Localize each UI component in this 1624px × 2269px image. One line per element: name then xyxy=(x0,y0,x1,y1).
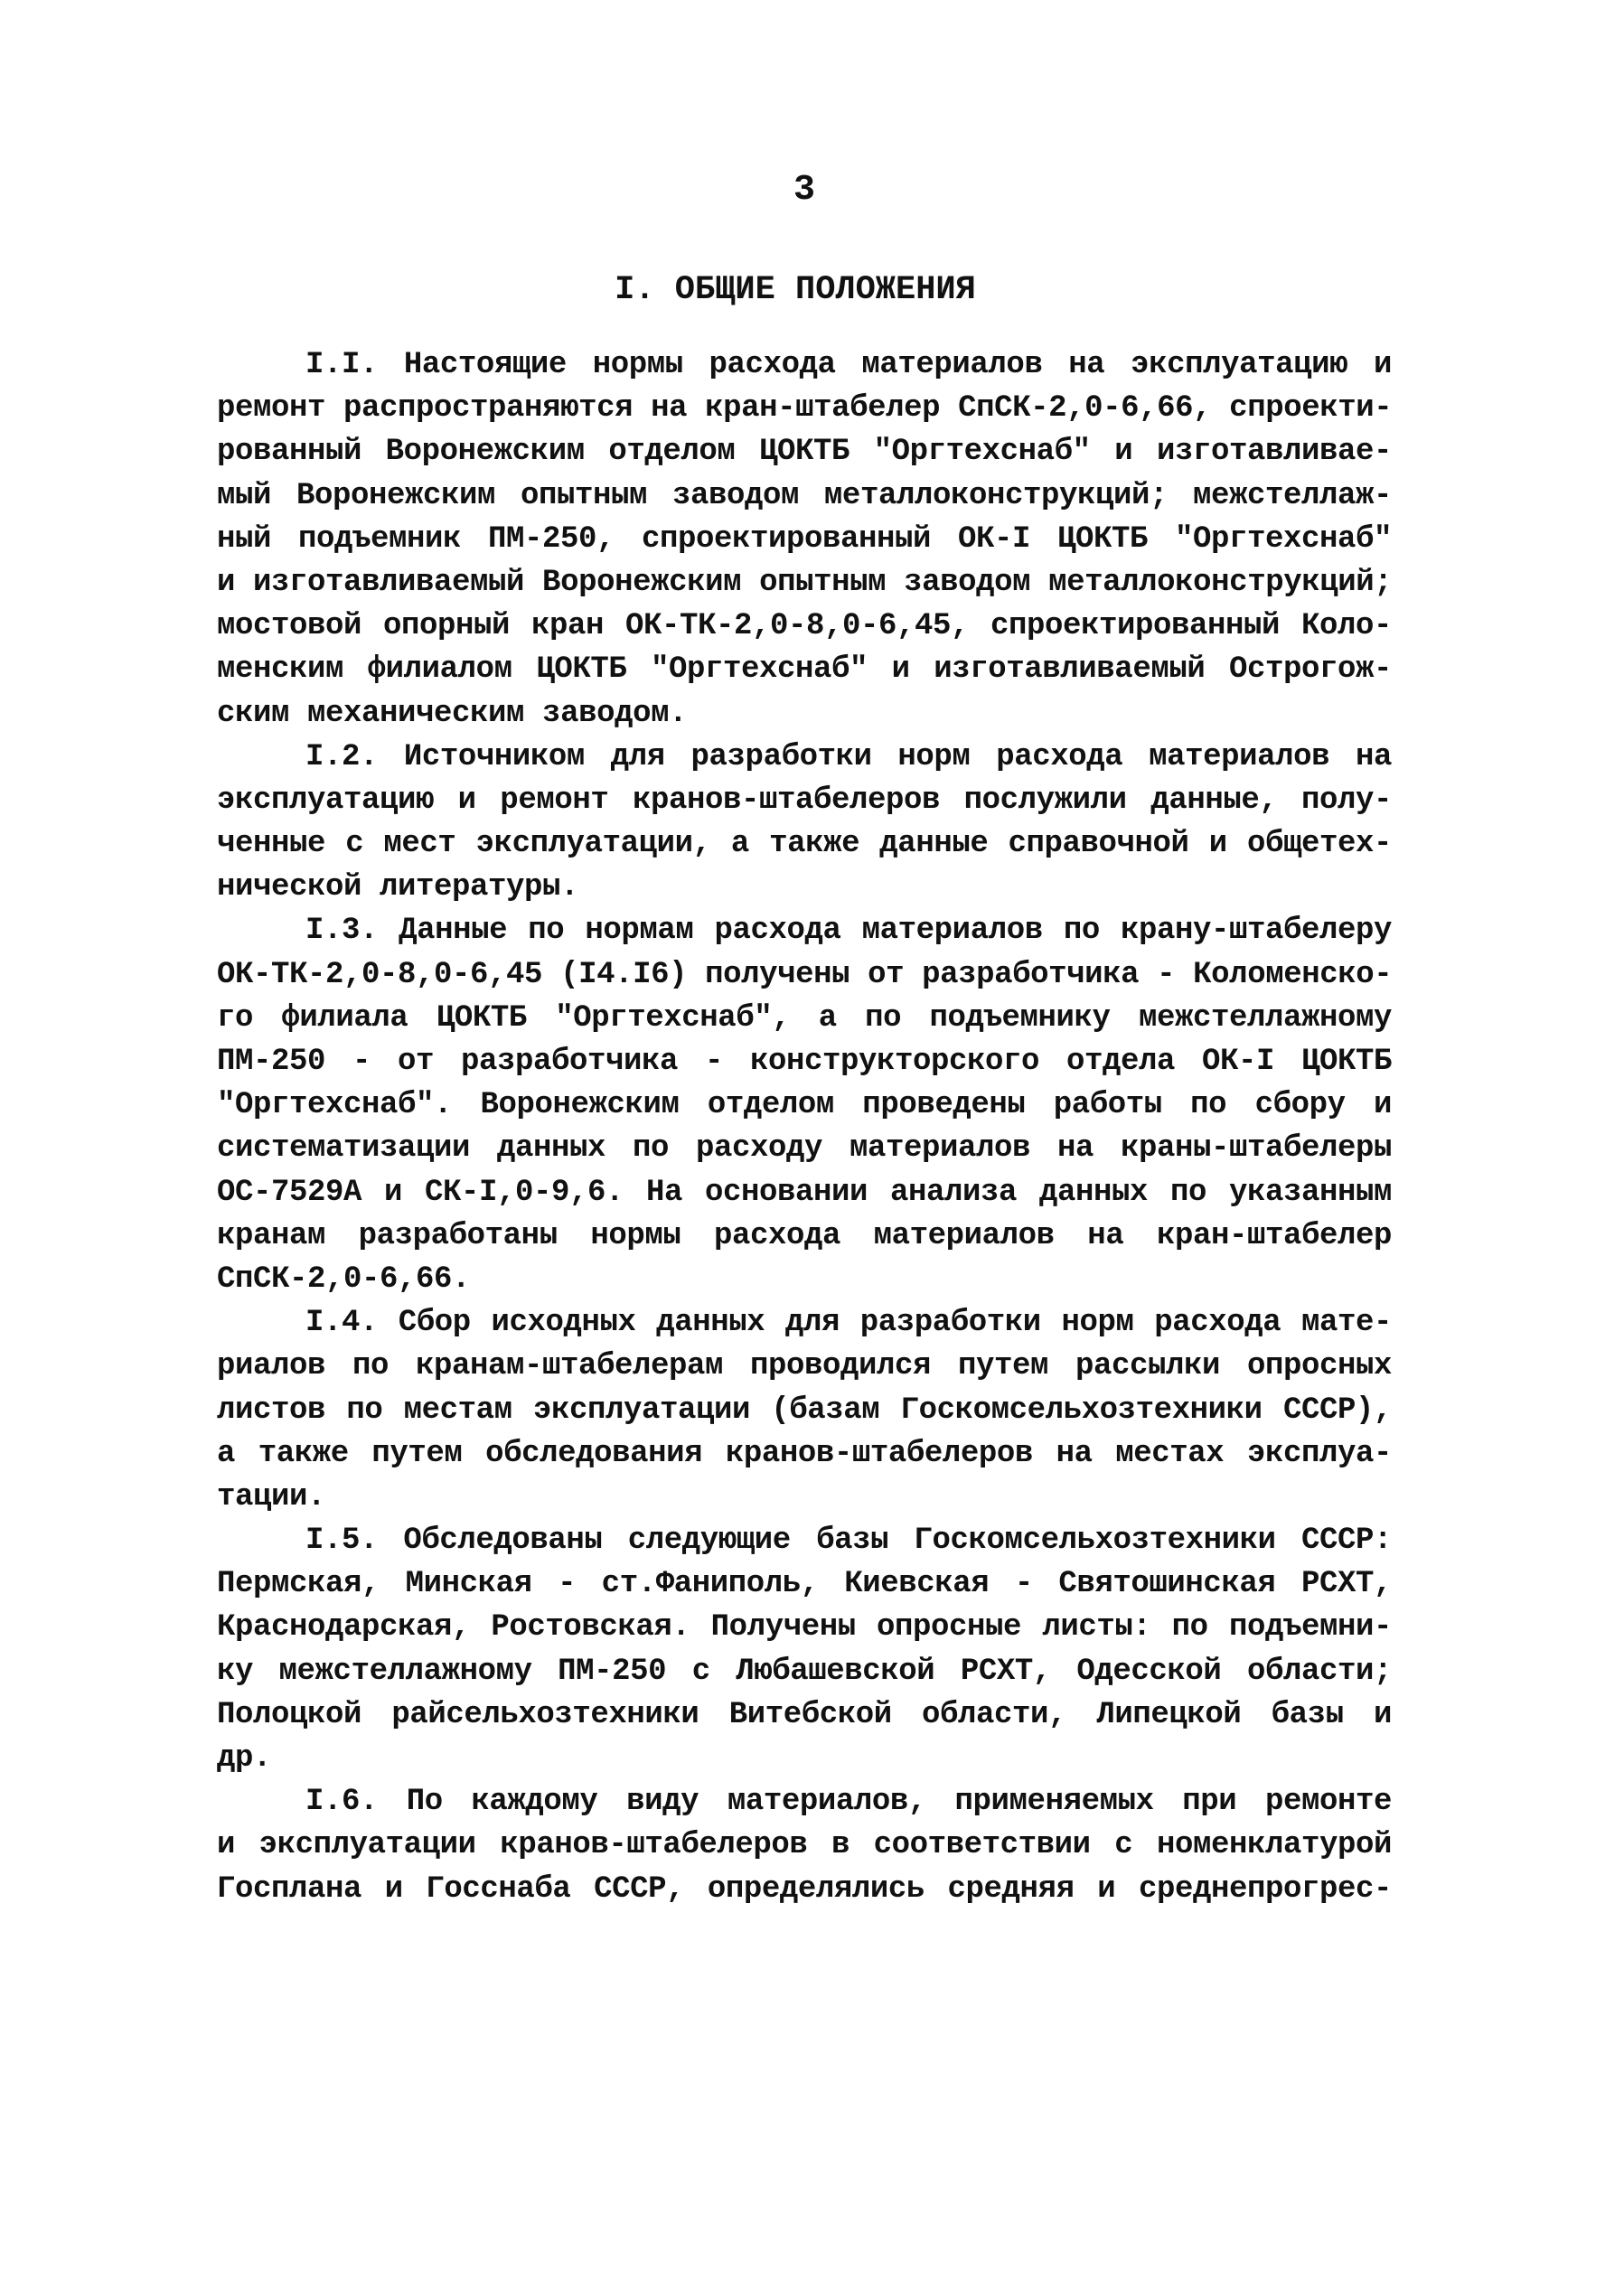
paragraph-1-5 xyxy=(217,1519,1392,1780)
paragraph-1-4 xyxy=(217,1301,1392,1519)
text-line: ку межстеллажному ПМ-250 с Любашевской РСХТ, Одесской области; xyxy=(217,1654,1392,1689)
text-line: др. xyxy=(217,1741,272,1776)
text-line: и эксплуатации кранов-штабелеров в соответствии с номенклатурой xyxy=(217,1828,1392,1863)
paragraph-1-3 xyxy=(217,909,1392,1301)
page-number: 3 xyxy=(793,170,815,211)
text-line: I.4. Сбор исходных данных для разработки норм расхода мате- xyxy=(305,1306,1392,1341)
text-line: I.3. Данные по нормам расхода материалов по крану-штабелеру xyxy=(305,914,1392,949)
text-line: ченные с мест эксплуатации, а также данные справочной и общетех- xyxy=(217,827,1392,862)
text-line: менским филиалом ЦОКТБ "Оргтехснаб" и изготавливаемый Острогож- xyxy=(217,652,1392,688)
body-text xyxy=(217,343,1392,1911)
text-line: Пермская, Минская - ст.Фаниполь, Киевская - Святошинская РСХТ, xyxy=(217,1567,1392,1602)
text-line: го филиала ЦОКТБ "Оргтехснаб", а по подъемнику межстеллажному xyxy=(217,1000,1392,1036)
text-line: I.I. Настоящие нормы расхода материалов на эксплуатацию и xyxy=(305,348,1392,382)
text-line: I.5. Обследованы следующие базы Госкомсельхозтехники СССР: xyxy=(305,1524,1392,1559)
text-line: систематизации данных по расходу материалов на краны-штабелеры xyxy=(217,1131,1392,1167)
text-line: тации. xyxy=(217,1479,326,1514)
text-line: а также путем обследования кранов-штабелеров на местах эксплуа- xyxy=(217,1436,1392,1471)
text-line: листов по местам эксплуатации (базам Госкомсельхозтехники СССР), xyxy=(217,1392,1392,1428)
text-line: Госплана и Госснаба СССР, определялись средняя и среднепрогрес- xyxy=(217,1871,1392,1907)
text-line: кранам разработаны нормы расхода материалов на кран-штабелер xyxy=(217,1218,1392,1253)
text-line: ским механическим заводом. xyxy=(217,696,688,731)
section-title: I. ОБЩИЕ ПОЛОЖЕНИЯ xyxy=(615,271,976,309)
text-line: ремонт распространяются на кран-штабелер СпСК-2,0-6,66, спроекти- xyxy=(217,391,1393,427)
text-line: нической литературы. xyxy=(217,870,579,905)
text-line: ный подъемник ПМ-250, спроектированный ОК-I ЦОКТБ "Оргтехснаб" xyxy=(217,521,1392,557)
text-line: I.6. По каждому виду материалов, применяемых при ремонте xyxy=(305,1785,1392,1820)
text-line: ОК-ТК-2,0-8,0-6,45 (I4.I6) получены от разработчика - Коломенско- xyxy=(217,957,1393,992)
text-line: эксплуатацию и ремонт кранов-штабелеров послужили данные, полу- xyxy=(217,783,1392,818)
text-line: мостовой опорный кран ОК-ТК-2,0-8,0-6,45, спроектированный Коло- xyxy=(217,609,1392,644)
text-line: и изготавливаемый Воронежским опытным заводом металлоконструкций; xyxy=(217,565,1393,600)
paragraph-1-2 xyxy=(217,736,1392,910)
text-line: ПМ-250 - от разработчика - конструкторского отдела ОК-I ЦОКТБ xyxy=(217,1045,1392,1079)
paragraph-1-1 xyxy=(217,343,1392,736)
text-line: СпСК-2,0-6,66. xyxy=(217,1261,471,1297)
text-line: Полоцкой райсельхозтехники Витебской области, Липецкой базы и xyxy=(217,1697,1392,1732)
text-line: ОС-7529А и СК-I,0-9,6. На основании анализа данных по указанным xyxy=(217,1175,1392,1210)
text-line: мый Воронежским опытным заводом металлоконструкций; межстеллаж- xyxy=(217,478,1392,513)
text-line: Краснодарская, Ростовская. Получены опросные листы: по подъемни- xyxy=(217,1610,1392,1645)
paragraph-1-6 xyxy=(217,1780,1392,1911)
text-line: "Оргтехснаб". Воронежским отделом проведены работы по сбору и xyxy=(217,1088,1392,1123)
text-line: I.2. Источником для разработки норм расхода материалов на xyxy=(305,739,1392,774)
text-line: риалов по кранам-штабелерам проводился путем рассылки опросных xyxy=(217,1349,1392,1384)
text-line: рованный Воронежским отделом ЦОКТБ "Оргтехснаб" и изготавливае- xyxy=(217,435,1392,470)
